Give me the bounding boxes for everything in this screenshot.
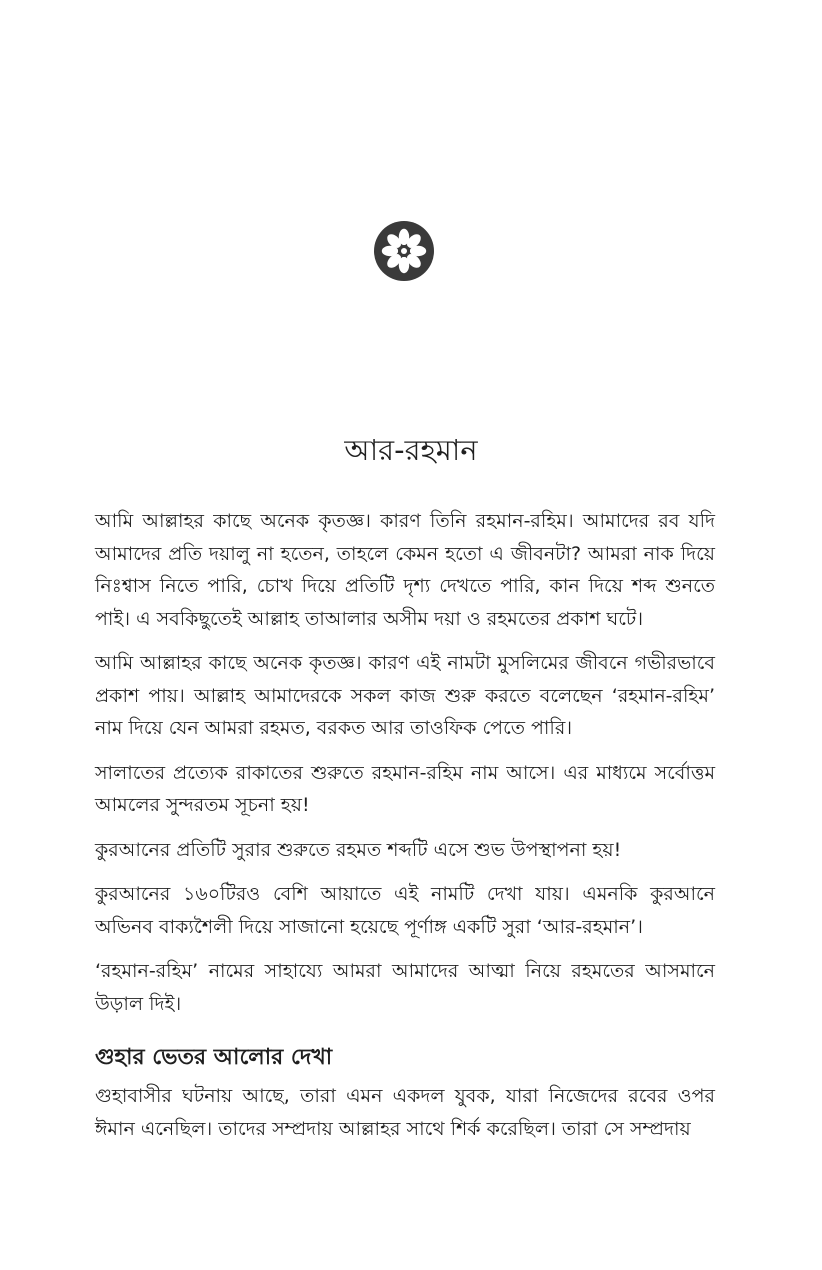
- body-paragraph: আমি আল্লাহর কাছে অনেক কৃতজ্ঞ। কারণ এই নামটা মুসলিমের জীবনে গভীরভাবে প্রকাশ পায়। আল্লাহ আমাদেরকে সকল কাজ শুরু করতে বলেছেন ‘রহমান-রহিম’ নাম দিয়ে যেন আমরা রহমত, বরকত আর তাওফিক পেতে পারি।: [95, 652, 715, 739]
- chapter-body: [95, 505, 715, 1157]
- flower-ornament-icon: [373, 220, 435, 282]
- section-heading: গুহার ভেতর আলোর দেখা: [95, 1045, 333, 1070]
- body-paragraph: কুরআনের প্রতিটি সুরার শুরুতে রহমত শব্দটি এসে শুভ উপস্থাপনা হয়!: [95, 838, 622, 861]
- body-paragraph: সালাতের প্রত্যেক রাকাতের শুরুতে রহমান-রহিম নাম আসে। এর মাধ্যমে সর্বোত্তম আমলের সুন্দরতম সূচনা হয়!: [95, 761, 715, 816]
- section-paragraph: গুহাবাসীর ঘটনায় আছে, তারা এমন একদল যুবক, যারা নিজেদের রবের ওপর ঈমান এনেছিল। তাদের সম্প্রদায় আল্লাহর সাথে শির্ক করেছিল। তারা সে সম্প্রদায়: [95, 1085, 715, 1140]
- body-paragraph: কুরআনের ১৬০টিরও বেশি আয়াতে এই নামটি দেখা যায়। এমনকি কুরআনে অভিনব বাক্যশৈলী দিয়ে সাজানো হয়েছে পূর্ণাঙ্গ একটি সুরা ‘আর-রহমান’।: [95, 883, 715, 938]
- body-paragraph: ‘রহমান-রহিম’ নামের সাহায্যে আমরা আমাদের আত্মা নিয়ে রহমতের আসমানে উড়াল দিই।: [95, 960, 715, 1015]
- body-paragraph: আমি আল্লাহর কাছে অনেক কৃতজ্ঞ। কারণ তিনি রহমান-রহিম। আমাদের রব যদি আমাদের প্রতি দয়ালু না হতেন, তাহলে কেমন হতো এ জীবনটা? আমরা নাক দিয়ে নিঃশ্বাস নিতে পারি, চোখ দিয়ে প্রতিটি দৃশ্য দেখতে পারি, কান দিয়ে শব্দ শুনতে পাই। এ সবকিছুতেই আল্লাহ তাআলার অসীম দয়া ও রহমতের প্রকাশ ঘটে।: [95, 510, 715, 630]
- chapter-title: আর-রহমান: [344, 433, 478, 467]
